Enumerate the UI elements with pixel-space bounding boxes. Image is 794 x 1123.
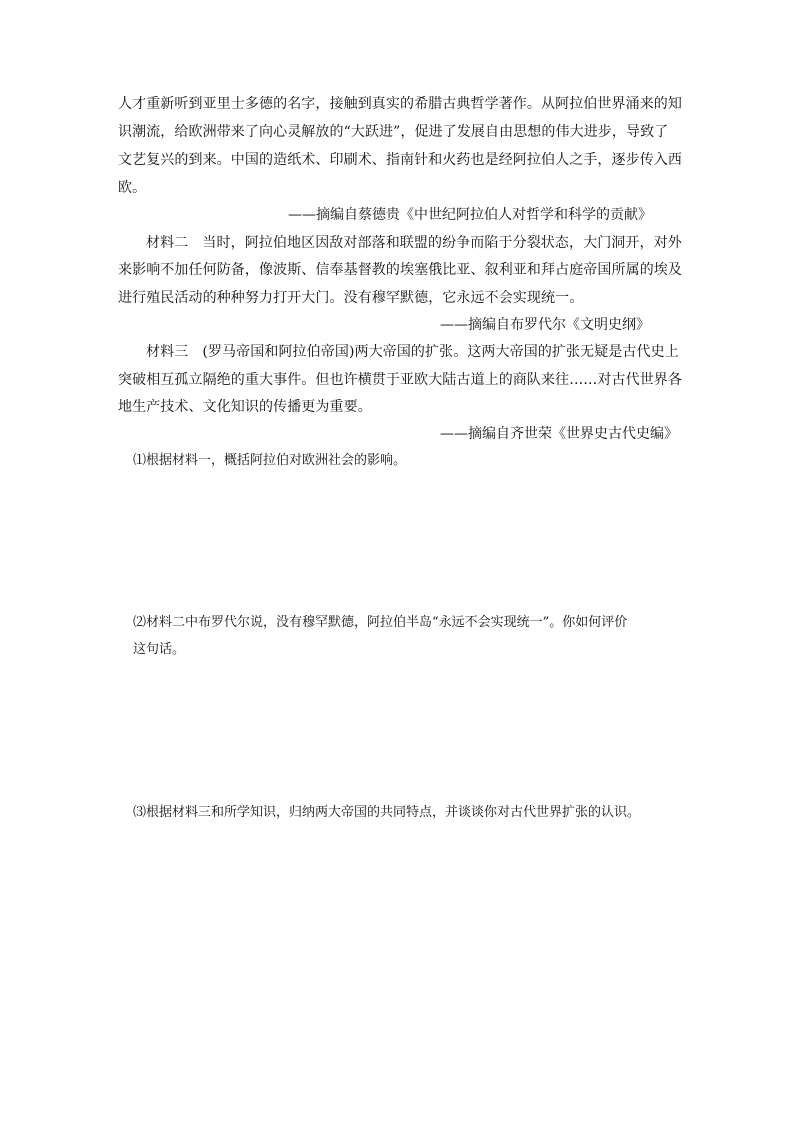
material-three-source: ——摘编自齐世荣《世界史古代史编》 xyxy=(440,426,678,442)
question-3: ⑶根据材料三和所学知识，归纳两大帝国的共同特点，并谈谈你对古代世界扩张的认识。 xyxy=(133,805,641,820)
material-two-line-1: 材料二 当时，阿拉伯地区因敌对部落和联盟的纷争而陷于分裂状态，大门洞开，对外 xyxy=(146,235,682,251)
material-one-line-2: 识潮流，给欧洲带来了向心灵解放的“大跃进”，促进了发展自由思想的伟大进步，导致了 xyxy=(118,124,669,140)
question-2-line-1: ⑵材料二中布罗代尔说，没有穆罕默德，阿拉伯半岛“永远不会实现统一”。你如何评价 xyxy=(133,615,628,630)
material-two-line-3: 进行殖民活动的种种努力打开大门。没有穆罕默德，它永远不会实现统一。 xyxy=(118,290,584,306)
material-three-line-3: 地生产技术、文化知识的传播更为重要。 xyxy=(118,399,372,415)
material-two-source: ——摘编自布罗代尔《文明史纲》 xyxy=(440,317,650,333)
material-one-source: ——摘编自蔡德贵《中世纪阿拉伯人对哲学和科学的贡献》 xyxy=(288,207,652,223)
material-one-line-3: 文艺复兴的到来。中国的造纸术、印刷术、指南针和火药也是经阿拉伯人之手，逐步传入西 xyxy=(118,152,682,168)
material-one-line-1: 人才重新听到亚里士多德的名字，接触到真实的希腊古典哲学著作。从阿拉伯世界涌来的知 xyxy=(118,96,682,112)
question-2-line-2: 这句话。 xyxy=(133,642,186,657)
material-one-line-4: 欧。 xyxy=(118,180,147,196)
material-two-line-2: 来影响不加任何防备，像波斯、信奉基督教的埃塞俄比亚、叙利亚和拜占庭帝国所属的埃及 xyxy=(118,262,682,278)
question-1: ⑴根据材料一，概括阿拉伯对欧洲社会的影响。 xyxy=(133,453,407,468)
material-three-line-1: 材料三 (罗马帝国和阿拉伯帝国)两大帝国的扩张。这两大帝国的扩张无疑是古代史上 xyxy=(146,344,679,360)
material-three-line-2: 突破相互孤立隔绝的重大事件。但也许横贯于亚欧大陆古道上的商队来往……对古代世界各 xyxy=(118,372,682,388)
